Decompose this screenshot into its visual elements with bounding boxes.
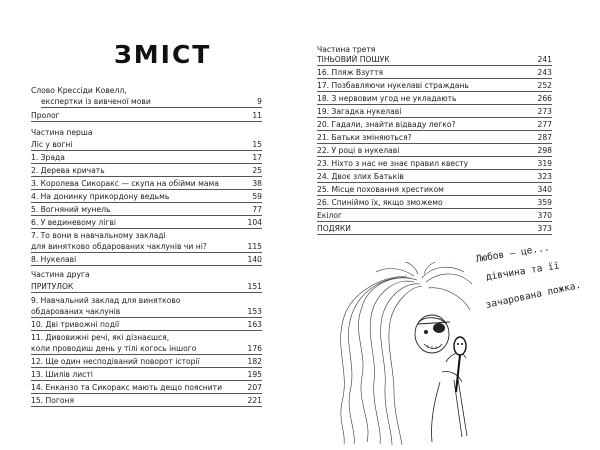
- toc-entry-page: 38: [252, 179, 262, 188]
- toc-entry-title: ПОДЯКИ: [317, 224, 351, 233]
- illustration-caption: Любов — це...: [475, 242, 551, 265]
- toc-entry-title: 26. Спиніймо їх, якщо зможемо: [317, 198, 443, 207]
- toc-entry-title: 21. Батьки зміняються?: [317, 133, 412, 142]
- toc-entry-page: 9: [257, 97, 262, 106]
- toc-entry-title: 7. То вони в навчальному закладі: [31, 231, 166, 240]
- toc-entry[interactable]: [317, 158, 552, 170]
- right-page: [300, 0, 600, 450]
- toc-entry-page: 373: [537, 224, 552, 233]
- toc-entry-title: 9. Навчальний заклад для винятково: [31, 296, 181, 305]
- toc-entry-page: 59: [252, 192, 262, 201]
- toc-entry-title: 12. Ще один несподіваний поворот історії: [31, 357, 200, 366]
- toc-entry-title: 10. Дві тривожні події: [31, 320, 120, 329]
- toc-entry-page: 359: [537, 198, 552, 207]
- toc-entry[interactable]: [317, 197, 552, 209]
- toc-entry[interactable]: [31, 230, 262, 241]
- toc-entry-title: 5. Вогняний мунель: [31, 205, 111, 214]
- toc-entry-page: 277: [537, 120, 552, 129]
- toc-entry[interactable]: [31, 85, 262, 96]
- toc-entry-page: 252: [537, 81, 552, 90]
- toc-entry-title: Екілог: [317, 211, 342, 220]
- toc-entry[interactable]: [31, 369, 262, 381]
- toc-entry-page: 298: [537, 146, 552, 155]
- toc-entry-title: Ліс у вогні: [31, 140, 73, 149]
- illustration-caption: зачарована ложка.: [484, 279, 583, 311]
- toc-entry[interactable]: [31, 217, 262, 229]
- toc-entry-page: 182: [247, 357, 262, 366]
- toc-entry[interactable]: [31, 165, 262, 177]
- toc-entry[interactable]: [31, 356, 262, 368]
- toc-entry-title: 6. У вединевому лігві: [31, 218, 116, 227]
- toc-entry-page: 241: [537, 55, 552, 64]
- toc-entry-title: 23. Ніхто з нас не знає правил квесту: [317, 159, 469, 168]
- toc-entry[interactable]: [41, 96, 262, 108]
- illustration-caption: дівчина та її: [485, 260, 561, 283]
- toc-entry-title: 2. Дерева кричать: [31, 166, 105, 175]
- toc-entry[interactable]: [317, 171, 552, 183]
- toc-entry-page: 207: [247, 383, 262, 392]
- toc-entry-page: 115: [247, 242, 262, 251]
- toc-entry[interactable]: [31, 281, 262, 293]
- toc-entry-title: 8. Нукелаві: [31, 255, 77, 264]
- toc-entry[interactable]: [317, 210, 552, 222]
- toc-entry[interactable]: [317, 223, 552, 235]
- toc-entry[interactable]: [317, 145, 552, 157]
- toc-entry-page: 140: [247, 255, 262, 264]
- toc-entry[interactable]: [317, 184, 552, 196]
- part-label: Частина перша: [31, 128, 93, 137]
- toc-entry-title: Пролог: [31, 111, 60, 120]
- toc-entry-title: 19. Загадка нукелаві: [317, 107, 402, 116]
- toc-entry[interactable]: [31, 204, 262, 216]
- toc-entry-page: 77: [252, 205, 262, 214]
- toc-entry-title: 14. Енканзо та Сикоракс мають дещо пояснити: [31, 383, 223, 392]
- toc-entry-page: 287: [537, 133, 552, 142]
- toc-entry-title: Слово Крессіди Ковелл,: [31, 86, 127, 95]
- toc-entry-page: 243: [537, 68, 552, 77]
- part-label: Частина друга: [31, 270, 90, 279]
- toc-entry[interactable]: [31, 110, 262, 122]
- toc-entry[interactable]: [31, 382, 262, 394]
- toc-entry[interactable]: [31, 343, 262, 355]
- toc-entry-title: 16. Пляж Взуття: [317, 68, 384, 77]
- toc-entry-page: 273: [537, 107, 552, 116]
- toc-entry-title: коли проводиш день у тілі когось іншого: [31, 344, 197, 353]
- toc-entry-title: 13. Шилів листі: [31, 370, 93, 379]
- toc-entry-title: ТІНЬОВИЙ ПОШУК: [317, 55, 390, 64]
- toc-entry[interactable]: [317, 119, 552, 131]
- toc-entry-page: 319: [537, 159, 552, 168]
- toc-entry-page: 221: [247, 396, 262, 405]
- toc-entry-title: 4. На донинку прикордону ведьмь: [31, 192, 170, 201]
- toc-entry-page: 323: [537, 172, 552, 181]
- toc-entry[interactable]: [31, 319, 262, 331]
- toc-entry-page: 266: [537, 94, 552, 103]
- toc-entry-page: 17: [252, 153, 262, 162]
- toc-entry-page: 195: [247, 370, 262, 379]
- toc-entry-title: 22. У році в нукелаві: [317, 146, 400, 155]
- girl-with-spoon-illustration: [322, 262, 482, 447]
- toc-entry[interactable]: [317, 93, 552, 105]
- toc-entry-title: експертки із вивченої мови: [41, 97, 151, 106]
- toc-entry[interactable]: [31, 178, 262, 190]
- part-label: Частина третя: [317, 45, 376, 54]
- toc-entry[interactable]: [31, 395, 262, 407]
- toc-entry[interactable]: [31, 295, 262, 306]
- toc-entry-page: 340: [537, 185, 552, 194]
- toc-entry-title: обдарованих чаклунів: [31, 307, 121, 316]
- toc-entry[interactable]: [317, 106, 552, 118]
- toc-title: ЗМІСТ: [114, 40, 212, 69]
- toc-entry-title: 20. Гадали, знайти відваду легко?: [317, 120, 456, 129]
- toc-entry-page: 370: [537, 211, 552, 220]
- toc-entry-title: 1. Зрада: [31, 153, 65, 162]
- toc-entry-page: 153: [247, 307, 262, 316]
- toc-entry[interactable]: [31, 139, 262, 151]
- toc-entry[interactable]: [31, 254, 262, 266]
- toc-entry[interactable]: [31, 306, 262, 318]
- toc-entry-page: 151: [247, 282, 262, 291]
- toc-entry[interactable]: [317, 80, 552, 92]
- toc-entry-title: 11. Дивовижні речі, які дізнаєшся,: [31, 333, 170, 342]
- toc-entry-title: 15. Погоня: [31, 396, 75, 405]
- toc-entry-page: 15: [252, 140, 262, 149]
- toc-entry-title: 25. Місце поховання хрестиком: [317, 185, 444, 194]
- toc-entry-title: 18. З нервовим угод не укладають: [317, 94, 457, 103]
- toc-entry-page: 163: [247, 320, 262, 329]
- toc-entry[interactable]: [31, 241, 262, 253]
- toc-entry-page: 104: [247, 218, 262, 227]
- toc-entry-title: 3. Королева Сикоракс — скупа на обійми мама: [31, 179, 219, 188]
- toc-entry-page: 11: [252, 111, 262, 120]
- toc-entry[interactable]: [317, 132, 552, 144]
- toc-entry-page: 176: [247, 344, 262, 353]
- toc-entry-title: для винятково обдарованих чаклунів чи ні?: [31, 242, 207, 251]
- toc-entry-page: 25: [252, 166, 262, 175]
- toc-entry-title: 17. Позбавляючи нукелаві страждань: [317, 81, 469, 90]
- toc-entry-title: 24. Двоє злих Батьків: [317, 172, 404, 181]
- toc-entry[interactable]: [317, 54, 552, 66]
- toc-entry[interactable]: [317, 67, 552, 79]
- toc-entry[interactable]: [31, 152, 262, 164]
- toc-entry-title: ПРИТУЛОК: [31, 282, 74, 291]
- toc-entry[interactable]: [31, 191, 262, 203]
- toc-entry[interactable]: [31, 332, 262, 343]
